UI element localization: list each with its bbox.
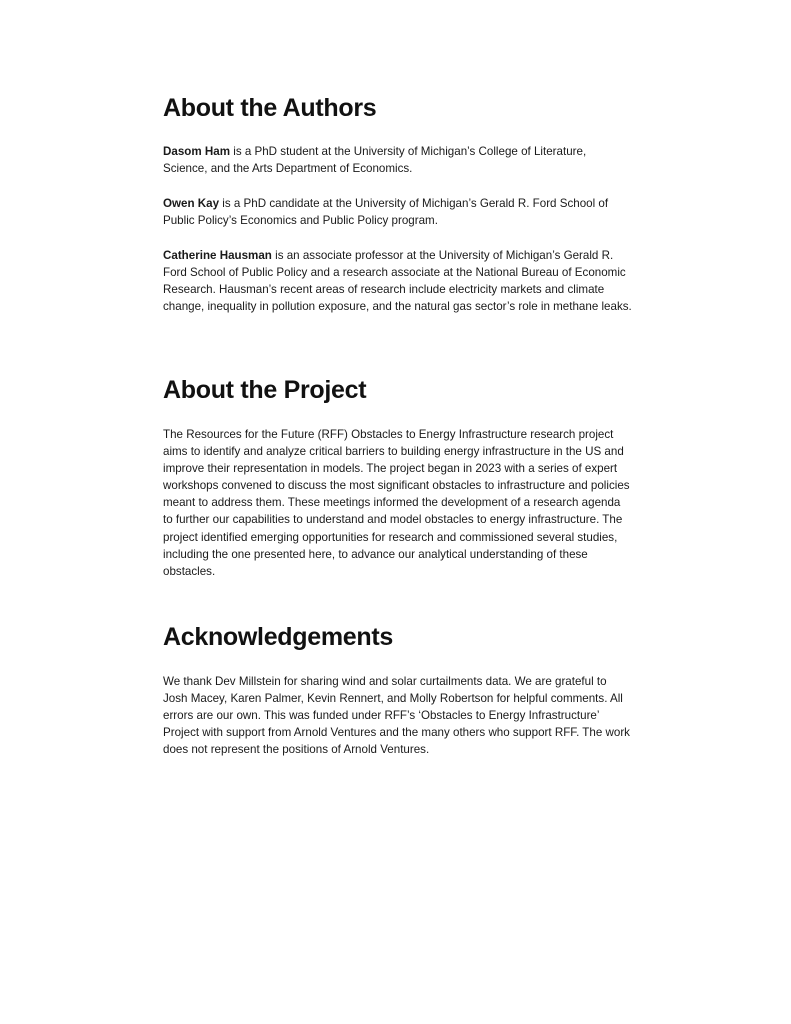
author-name-hausman: Catherine Hausman bbox=[163, 249, 272, 262]
about-authors-heading: About the Authors bbox=[163, 94, 377, 122]
author-name-kay: Owen Kay bbox=[163, 197, 220, 210]
author-bio-hausman bbox=[163, 247, 633, 315]
author-name-ham: Dasom Ham bbox=[163, 145, 231, 158]
author-bio-ham bbox=[163, 143, 633, 177]
author-bio-text-kay: is a PhD candidate at the University of Michigan’s Gerald R. Ford School of Public Policy’s Economics and Public Policy program. bbox=[163, 197, 609, 228]
project-description: The Resources for the Future (RFF) Obstacles to Energy Infrastructure research project aims to identify and analyze critical barriers to building energy infrastructure in the US and improve their representation in models. The project began in 2023 with a series of expert workshops convened to discuss the most significant obstacles to infrastructure and policies meant to address them. These meetings informed the development of a research agenda to further our capabilities to understand and model obstacles to energy infrastructure. The project identified emerging opportunities for research and commissioned several studies, including the one presented here, to advance our analytical understanding of these obstacles. bbox=[163, 428, 630, 578]
about-project-heading: About the Project bbox=[163, 376, 367, 404]
author-bio-text-hausman: is an associate professor at the University of Michigan’s Gerald R. Ford School of Public Policy and a research associate at the National Bureau of Economic Research. Hausman’s recent areas of research include electricity markets and climate change, inequality in pollution exposure, and the natural gas sector’s role in methane leaks. bbox=[163, 249, 632, 314]
author-bio-text-ham: is a PhD student at the University of Michigan’s College of Literature, Science, and the Arts Department of Economics. bbox=[163, 145, 587, 176]
acknowledgements-text: We thank Dev Millstein for sharing wind and solar curtailments data. We are grateful to Josh Macey, Karen Palmer, Kevin Rennert, and Molly Robertson for helpful comments. All errors are our own. This was funded under RFF’s ‘Obstacles to Energy Infrastructure’ Project with support from Arnold Ventures and the many others who support RFF. The work does not represent the positions of Arnold Ventures. bbox=[163, 675, 630, 757]
acknowledgements-heading: Acknowledgements bbox=[163, 623, 393, 651]
author-bio-kay bbox=[163, 195, 633, 229]
